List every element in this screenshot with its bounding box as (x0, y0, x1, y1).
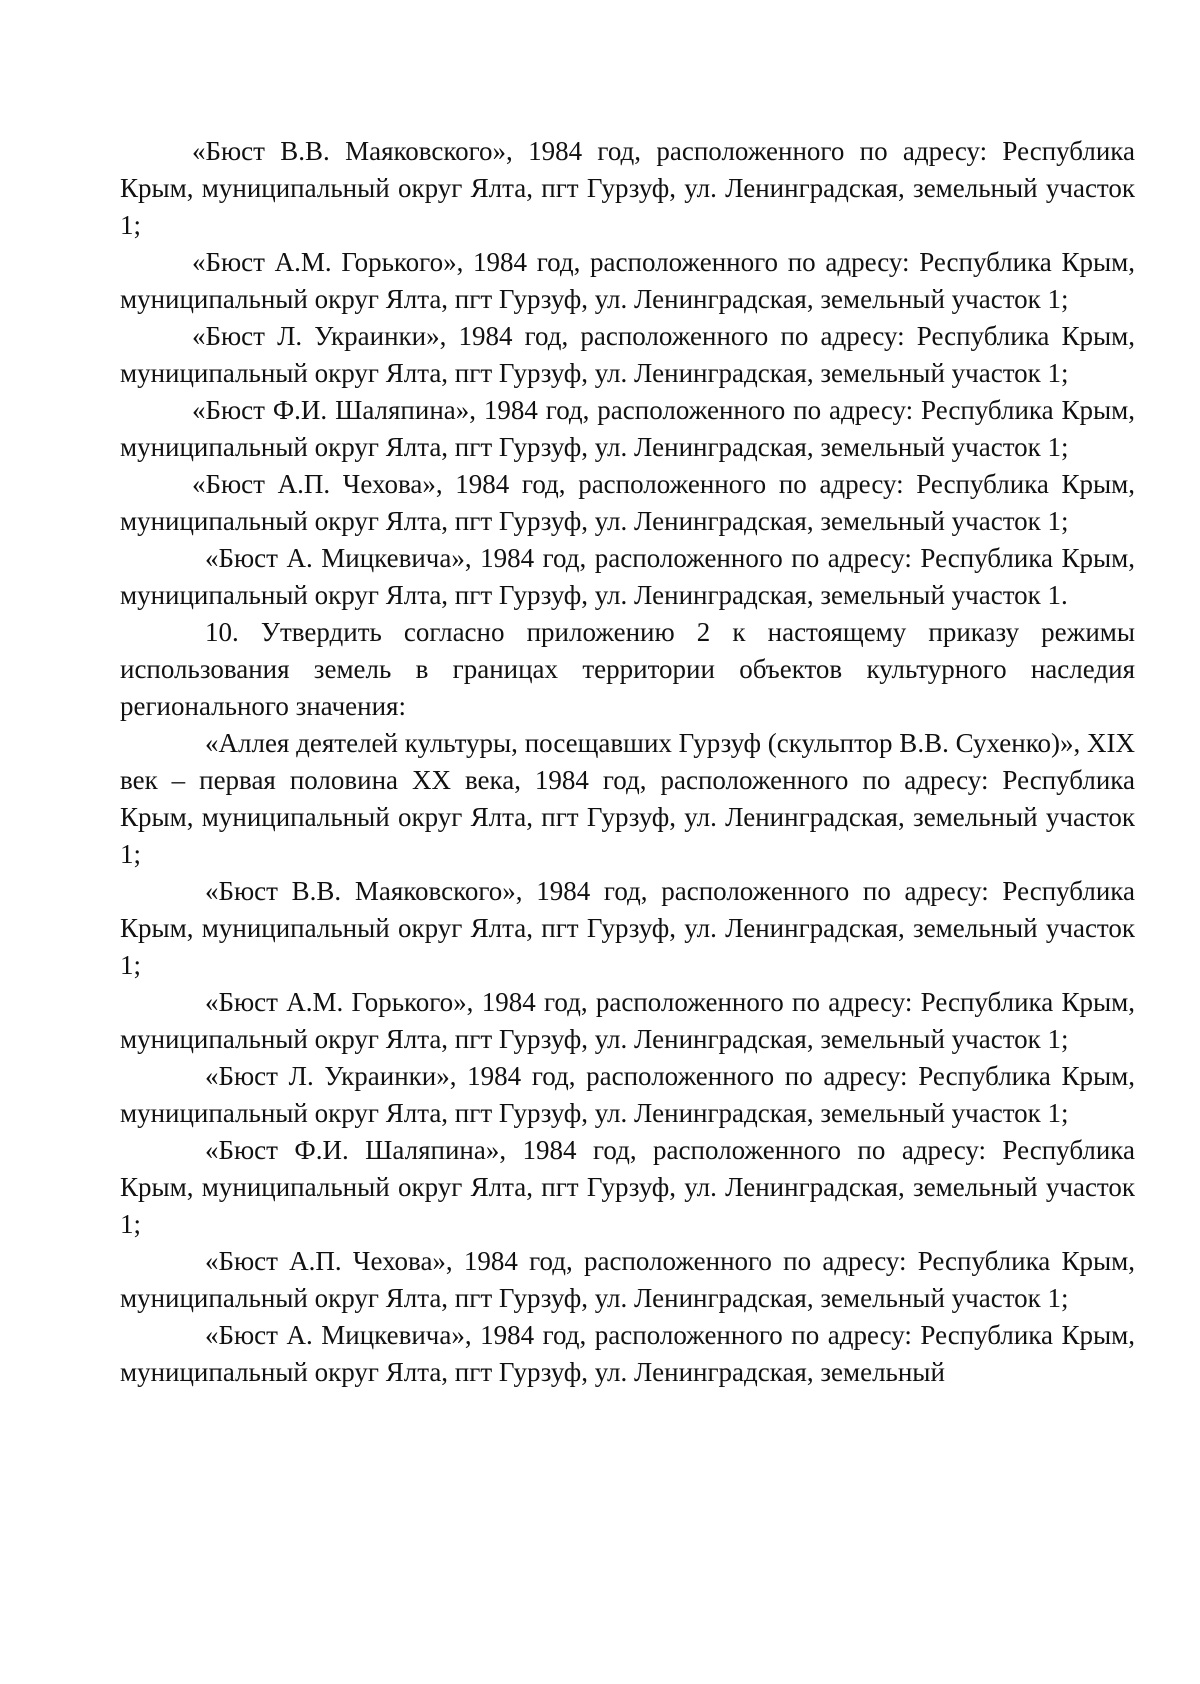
paragraph-bust-gorky: «Бюст А.М. Горького», 1984 год, расположенного по адресу: Республика Крым, муниципальный округ Ялта, пгт Гурзуф, ул. Ленинградская, земельный участок 1; (120, 247, 1135, 314)
paragraph-bust-mickiewicz-2: «Бюст А. Мицкевича», 1984 год, расположенного по адресу: Республика Крым, муниципальный округ Ялта, пгт Гурзуф, ул. Ленинградская, земельный (120, 1320, 1135, 1387)
paragraph-bust-ukrainka: «Бюст Л. Украинки», 1984 год, расположенного по адресу: Республика Крым, муниципальный округ Ялта, пгт Гурзуф, ул. Ленинградская, земельный участок 1; (120, 321, 1135, 388)
paragraph-bust-mickiewicz: «Бюст А. Мицкевича», 1984 год, расположенного по адресу: Республика Крым, муниципальный округ Ялта, пгт Гурзуф, ул. Ленинградская, земельный участок 1. (120, 543, 1135, 610)
paragraph-bust-shalyapin: «Бюст Ф.И. Шаляпина», 1984 год, расположенного по адресу: Республика Крым, муниципальный округ Ялта, пгт Гурзуф, ул. Ленинградская, земельный участок 1; (120, 395, 1135, 462)
paragraph-item-10: 10. Утвердить согласно приложению 2 к настоящему приказу режимы использования земель в границах территории объектов культурного наследия регионального значения: (120, 617, 1135, 721)
paragraph-bust-ukrainka-2: «Бюст Л. Украинки», 1984 год, расположенного по адресу: Республика Крым, муниципальный округ Ялта, пгт Гурзуф, ул. Ленинградская, земельный участок 1; (120, 1061, 1135, 1128)
paragraph-bust-mayakovsky-2: «Бюст В.В. Маяковского», 1984 год, расположенного по адресу: Республика Крым, муниципальный округ Ялта, пгт Гурзуф, ул. Ленинградская, земельный участок 1; (120, 876, 1135, 980)
paragraph-bust-chekhov-2: «Бюст А.П. Чехова», 1984 год, расположенного по адресу: Республика Крым, муниципальный округ Ялта, пгт Гурзуф, ул. Ленинградская, земельный участок 1; (120, 1246, 1135, 1313)
paragraph-bust-shalyapin-2: «Бюст Ф.И. Шаляпина», 1984 год, расположенного по адресу: Республика Крым, муниципальный округ Ялта, пгт Гурзуф, ул. Ленинградская, земельный участок 1; (120, 1135, 1135, 1239)
paragraph-bust-gorky-2: «Бюст А.М. Горького», 1984 год, расположенного по адресу: Республика Крым, муниципальный округ Ялта, пгт Гурзуф, ул. Ленинградская, земельный участок 1; (120, 987, 1135, 1054)
paragraph-bust-mayakovsky: «Бюст В.В. Маяковского», 1984 год, расположенного по адресу: Республика Крым, муниципальный округ Ялта, пгт Гурзуф, ул. Ленинградская, земельный участок 1; (120, 136, 1135, 240)
document-body (120, 133, 1135, 1391)
paragraph-alley: «Аллея деятелей культуры, посещавших Гурзуф (скульптор В.В. Сухенко)», XIX век – первая половина XX века, 1984 год, расположенного по адресу: Республика Крым, муниципальный округ Ялта, пгт Гурзуф, ул. Ленинградская, земельный участок 1; (120, 728, 1135, 869)
paragraph-bust-chekhov: «Бюст А.П. Чехова», 1984 год, расположенного по адресу: Республика Крым, муниципальный округ Ялта, пгт Гурзуф, ул. Ленинградская, земельный участок 1; (120, 469, 1135, 536)
